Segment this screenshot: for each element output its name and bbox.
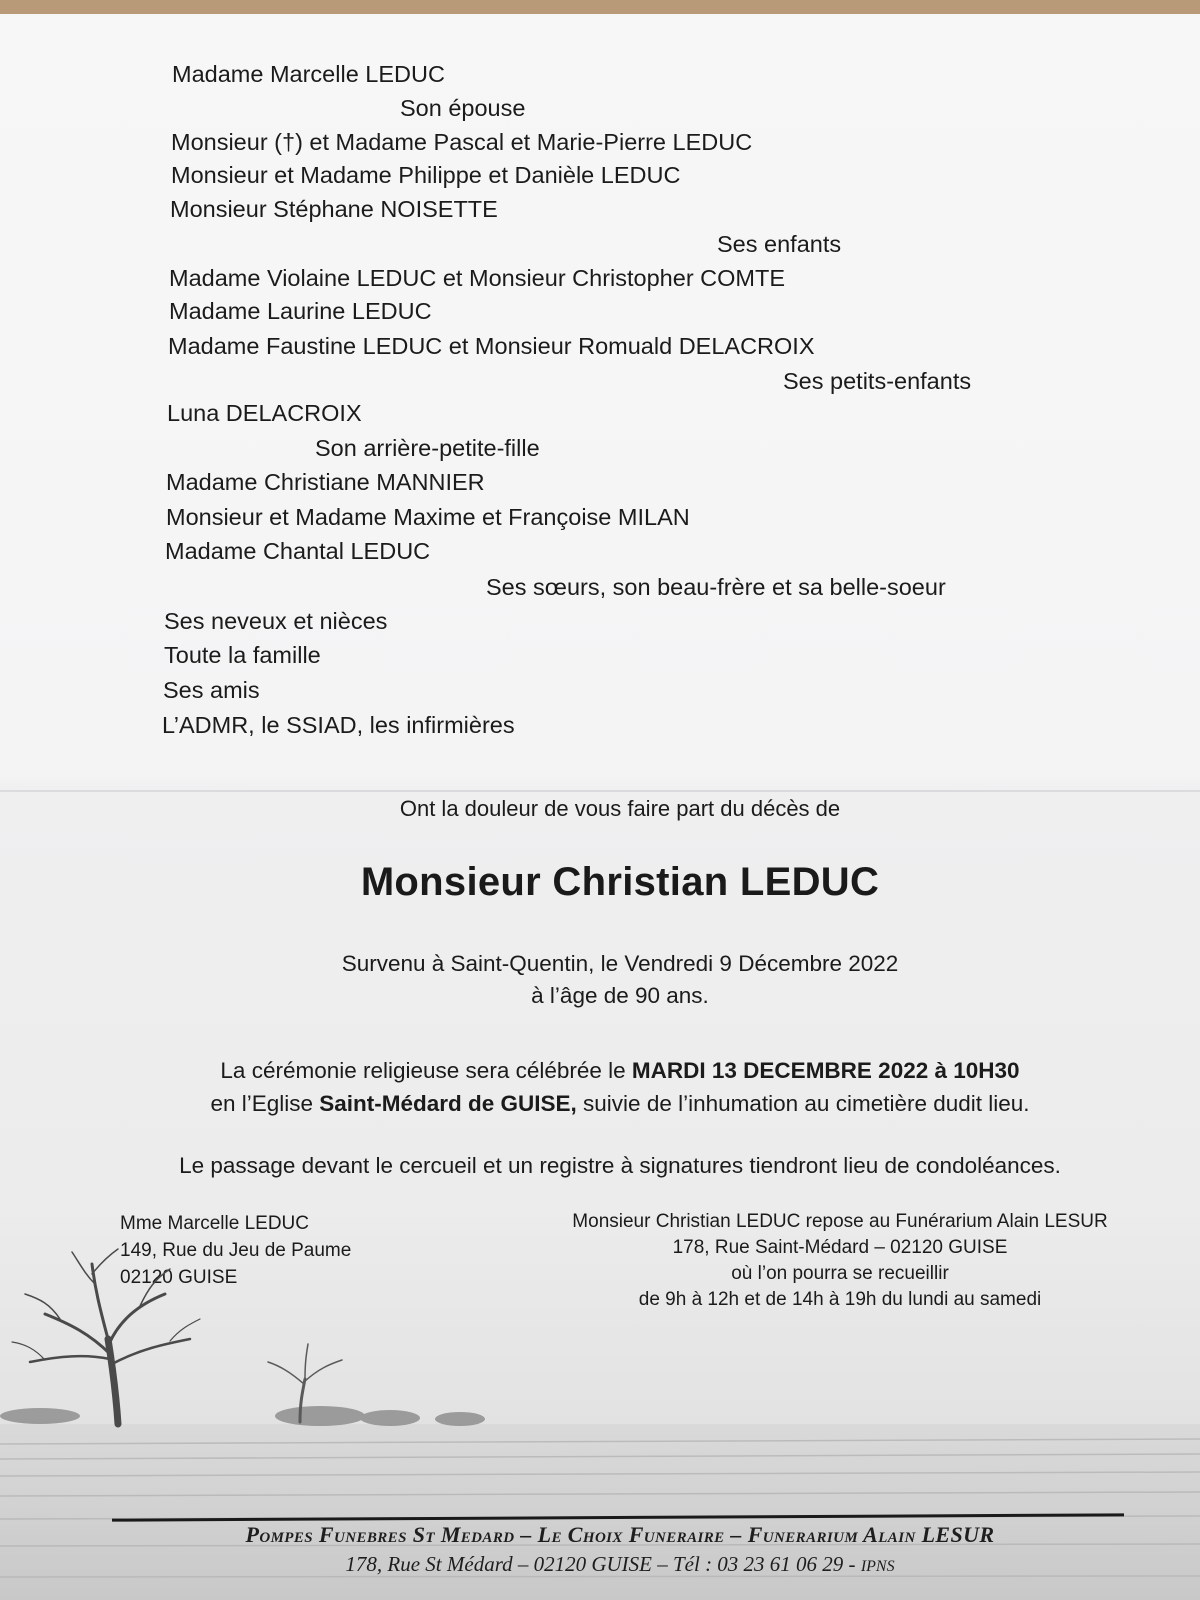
funeral-notice-page <box>0 14 1200 1600</box>
church-name: Saint-Médard de GUISE, <box>319 1091 577 1116</box>
ceremony-text: suivie de l’inhumation au cimetière dudit lieu. <box>576 1091 1030 1116</box>
contact-right-line: Monsieur Christian LEDUC repose au Funérarium Alain LESUR <box>572 1211 1108 1232</box>
deceased-name: Monsieur Christian LEDUC <box>360 860 880 904</box>
footer-ipns: IPNS <box>860 1558 895 1575</box>
family-line: Monsieur et Madame Philippe et Danièle LEDUC <box>171 162 681 188</box>
family-line: Monsieur et Madame Maxime et Françoise MILAN <box>166 504 690 530</box>
footer-address <box>0 1552 1200 1577</box>
contact-right-line: où l’on pourra se recueillir <box>731 1263 949 1284</box>
ceremony-text: La cérémonie religieuse sera célébrée le <box>220 1058 632 1083</box>
paper-fold <box>0 790 1200 792</box>
ceremony-text: en l’Eglise <box>210 1091 320 1116</box>
family-line: Ses neveux et nièces <box>164 608 388 634</box>
age-line: à l’âge de 90 ans. <box>531 983 709 1008</box>
family-line: Ses amis <box>163 677 260 703</box>
relation-label: Ses petits-enfants <box>783 368 972 394</box>
family-line: Madame Laurine LEDUC <box>169 298 432 324</box>
relation-label: Ses enfants <box>717 231 842 257</box>
contact-right-line: 178, Rue Saint-Médard – 02120 GUISE <box>672 1237 1008 1258</box>
contact-left-city: 02120 GUISE <box>120 1267 238 1288</box>
relation-label: Ses sœurs, son beau-frère et sa belle-soeur <box>486 574 946 600</box>
family-line: Madame Chantal LEDUC <box>165 538 431 564</box>
family-line: Monsieur Stéphane NOISETTE <box>170 196 498 222</box>
family-line: Monsieur (†) et Madame Pascal et Marie-Pierre LEDUC <box>171 129 753 155</box>
death-place-date: Survenu à Saint-Quentin, le Vendredi 9 Décembre 2022 <box>341 951 899 976</box>
ceremony-date: MARDI 13 DECEMBRE 2022 à 10H30 <box>631 1058 1020 1083</box>
footer-company: Pompes Funebres St Medard – Le Choix Funeraire – Funerarium Alain LESUR <box>245 1522 995 1547</box>
family-line: L’ADMR, le SSIAD, les infirmières <box>162 712 515 738</box>
relation-label: Son arrière-petite-fille <box>315 435 540 461</box>
contact-left-name: Mme Marcelle LEDUC <box>120 1213 309 1234</box>
footer-address-text: 178, Rue St Médard – 02120 GUISE – Tél : 03 23 61 06 29 - <box>345 1552 861 1576</box>
family-line: Toute la famille <box>164 642 321 668</box>
family-line: Madame Faustine LEDUC et Monsieur Romuald DELACROIX <box>168 333 815 359</box>
contact-left-street: 149, Rue du Jeu de Paume <box>120 1240 352 1261</box>
family-line: Madame Christiane MANNIER <box>166 469 485 495</box>
relation-label: Son épouse <box>400 95 526 121</box>
family-line: Madame Violaine LEDUC et Monsieur Christopher COMTE <box>169 265 786 291</box>
family-line: Luna DELACROIX <box>167 400 362 426</box>
family-line: Madame Marcelle LEDUC <box>172 61 445 87</box>
condolences-line: Le passage devant le cercueil et un registre à signatures tiendront lieu de condoléances. <box>179 1153 1061 1178</box>
ceremony-line-1 <box>0 1055 1200 1087</box>
ceremony-line-2 <box>0 1088 1200 1120</box>
contact-right-line: de 9h à 12h et de 14h à 19h du lundi au samedi <box>638 1289 1042 1310</box>
intro-text: Ont la douleur de vous faire part du décès de <box>399 796 841 821</box>
